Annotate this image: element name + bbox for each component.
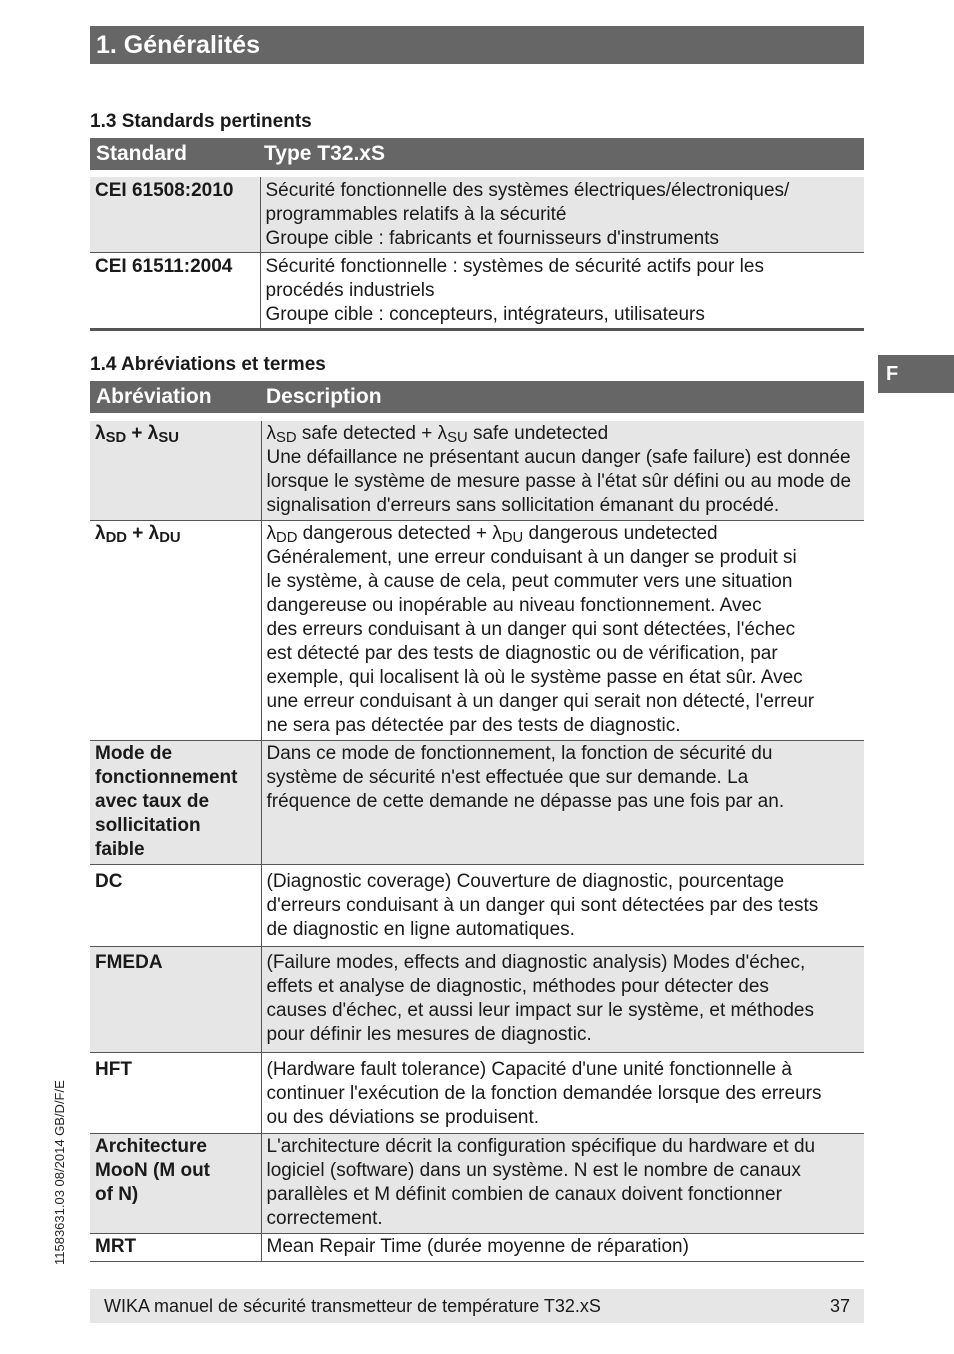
table-row	[90, 521, 864, 741]
abbreviations-table	[90, 421, 864, 1262]
table-row	[90, 947, 864, 1053]
table-row	[90, 865, 864, 947]
abbreviation-description: Mean Repair Time (durée moyenne de réparation)	[261, 1234, 864, 1262]
abbreviation-term: FMEDA	[90, 947, 261, 1053]
table-row	[90, 1053, 864, 1134]
standards-table	[90, 177, 864, 331]
table-row	[90, 1234, 864, 1262]
abbreviation-description: (Hardware fault tolerance) Capacité d'une unité fonctionnelle à continuer l'exécution de la fonction demandée lorsque des erreurs ou des déviations se produisent.	[261, 1053, 864, 1134]
section-heading-abbreviations: 1.4 Abréviations et termes	[90, 354, 326, 375]
table-row	[90, 1134, 864, 1234]
abbreviations-col-description: Description	[266, 385, 382, 408]
abbreviation-description: L'architecture décrit la configuration spécifique du hardware et du logiciel (software) dans un système. N est le nombre de canaux parallèles et M définit combien de canaux doivent fonctionner correctement.	[261, 1134, 864, 1234]
abbreviation-description: (Diagnostic coverage) Couverture de diagnostic, pourcentage d'erreurs conduisant à un danger qui sont détectées par des tests de diagnostic en ligne automatiques.	[261, 865, 864, 947]
footer-title: WIKA manuel de sécurité transmetteur de température T32.xS	[104, 1296, 601, 1316]
abbreviation-term: Architecture MooN (M out of N)	[90, 1134, 261, 1234]
abbreviations-col-abbreviation: Abréviation	[96, 385, 212, 408]
abbreviation-term: Mode de fonctionnement avec taux de sollicitation faible	[90, 741, 261, 865]
abbreviation-description: $\lambda_{DD}$ dangerous detected + $\lambda_{DU}$ dangerous undetected Généralement, une erreur conduisant à un danger se produit si le système, à cause de cela, peut commuter vers une situation dangereuse ou inopérable au niveau fonctionnement. Avec des erreurs conduisant à un danger qui sont détectées, l'échec est détecté par des tests de diagnostic ou de vérification, par exemple, qui localisent là où le système passe en état sûr. Avec une erreur conduisant à un danger qui serait non détecté, l'erreur ne sera pas détectée par des tests de diagnostic.	[261, 521, 864, 741]
standard-description: Sécurité fonctionnelle : systèmes de sécurité actifs pour les procédés industriels Groupe cible : concepteurs, intégrateurs, utilisateurs	[260, 253, 864, 330]
standards-col-standard: Standard	[96, 142, 188, 165]
table-row	[90, 421, 864, 521]
abbreviation-term: MRT	[90, 1234, 261, 1262]
document-code: 11583631.03 08/2014 GB/D/F/E	[52, 1080, 67, 1265]
language-tab: F	[878, 355, 954, 393]
abbreviation-description: Dans ce mode de fonctionnement, la fonction de sécurité du système de sécurité n'est effectuée que sur demande. La fréquence de cette demande ne dépasse pas une fois par an.	[261, 741, 864, 865]
table-row	[90, 177, 864, 253]
abbreviation-term: $\lambda_{SD} + \lambda_{SU}$	[90, 421, 261, 521]
standard-name: CEI 61508:2010	[90, 177, 260, 253]
abbreviation-term: $\lambda_{DD} + \lambda_{DU}$	[90, 521, 261, 741]
standards-table-header	[90, 138, 864, 170]
abbreviation-term: HFT	[90, 1053, 261, 1134]
table-row	[90, 741, 864, 865]
standards-col-type: Type T32.xS	[264, 142, 385, 165]
page-number: 37	[829, 1296, 850, 1316]
standard-name: CEI 61511:2004	[90, 253, 260, 330]
abbreviation-description: $\lambda_{SD}$ safe detected + $\lambda_{SU}$ safe undetected Une défaillance ne présentant aucun danger (safe failure) est donnée lorsque le système de mesure passe à l'état sûr défini ou au mode de signalisation d'erreurs sans sollicitation émanant du procédé.	[261, 421, 864, 521]
page-footer	[90, 1289, 864, 1323]
table-row	[90, 253, 864, 330]
chapter-title: 1. Généralités	[90, 26, 864, 64]
abbreviations-table-header	[90, 381, 864, 413]
abbreviation-term: DC	[90, 865, 261, 947]
standard-description: Sécurité fonctionnelle des systèmes électriques/électroniques/ programmables relatifs à la sécurité Groupe cible : fabricants et fournisseurs d'instruments	[260, 177, 864, 253]
abbreviation-description: (Failure modes, effects and diagnostic analysis) Modes d'échec, effets et analyse de diagnostic, méthodes pour détecter des causes d'échec, et aussi leur impact sur le système, et méthodes pour définir les mesures de diagnostic.	[261, 947, 864, 1053]
section-heading-standards: 1.3 Standards pertinents	[90, 111, 312, 132]
